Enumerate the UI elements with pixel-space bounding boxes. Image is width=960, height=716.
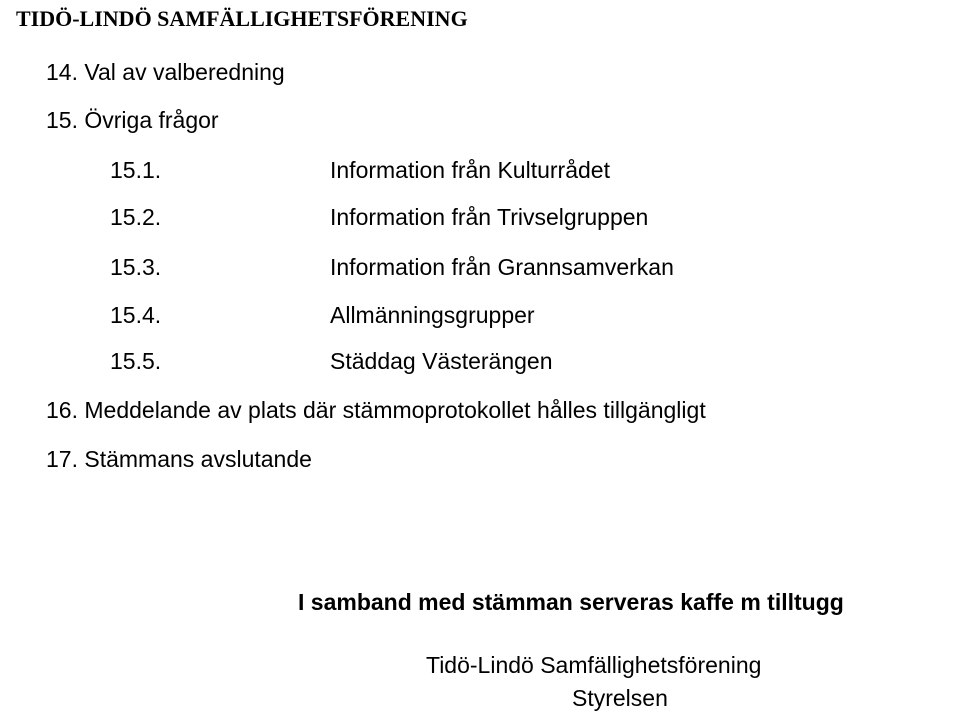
subitem-text: Information från Trivselgruppen xyxy=(330,204,649,230)
signature-organization: Tidö-Lindö Samfällighetsförening xyxy=(426,652,762,678)
subitem-number: 15.2. xyxy=(110,204,162,230)
coffee-notice: I samband med stämman serveras kaffe m tilltugg xyxy=(298,589,844,615)
agenda-item-17: 17. Stämmans avslutande xyxy=(46,446,312,472)
subitem-text: Städdag Västerängen xyxy=(330,348,553,374)
subitem-number: 15.1. xyxy=(110,157,162,183)
subitem-number: 15.3. xyxy=(110,254,162,280)
agenda-item-16: 16. Meddelande av plats där stämmoprotokollet hålles tillgängligt xyxy=(46,397,706,423)
agenda-item-15: 15. Övriga frågor xyxy=(46,107,219,133)
subitem-number: 15.5. xyxy=(110,348,162,374)
agenda-item-14: 14. Val av valberedning xyxy=(46,59,285,85)
document-header: TIDÖ-LINDÖ SAMFÄLLIGHETSFÖRENING xyxy=(16,6,468,31)
subitem-text: Information från Kulturrådet xyxy=(330,157,610,183)
subitem-text: Information från Grannsamverkan xyxy=(330,254,674,280)
subitem-text: Allmänningsgrupper xyxy=(330,302,535,328)
signature-board: Styrelsen xyxy=(572,685,668,711)
subitem-number: 15.4. xyxy=(110,302,162,328)
